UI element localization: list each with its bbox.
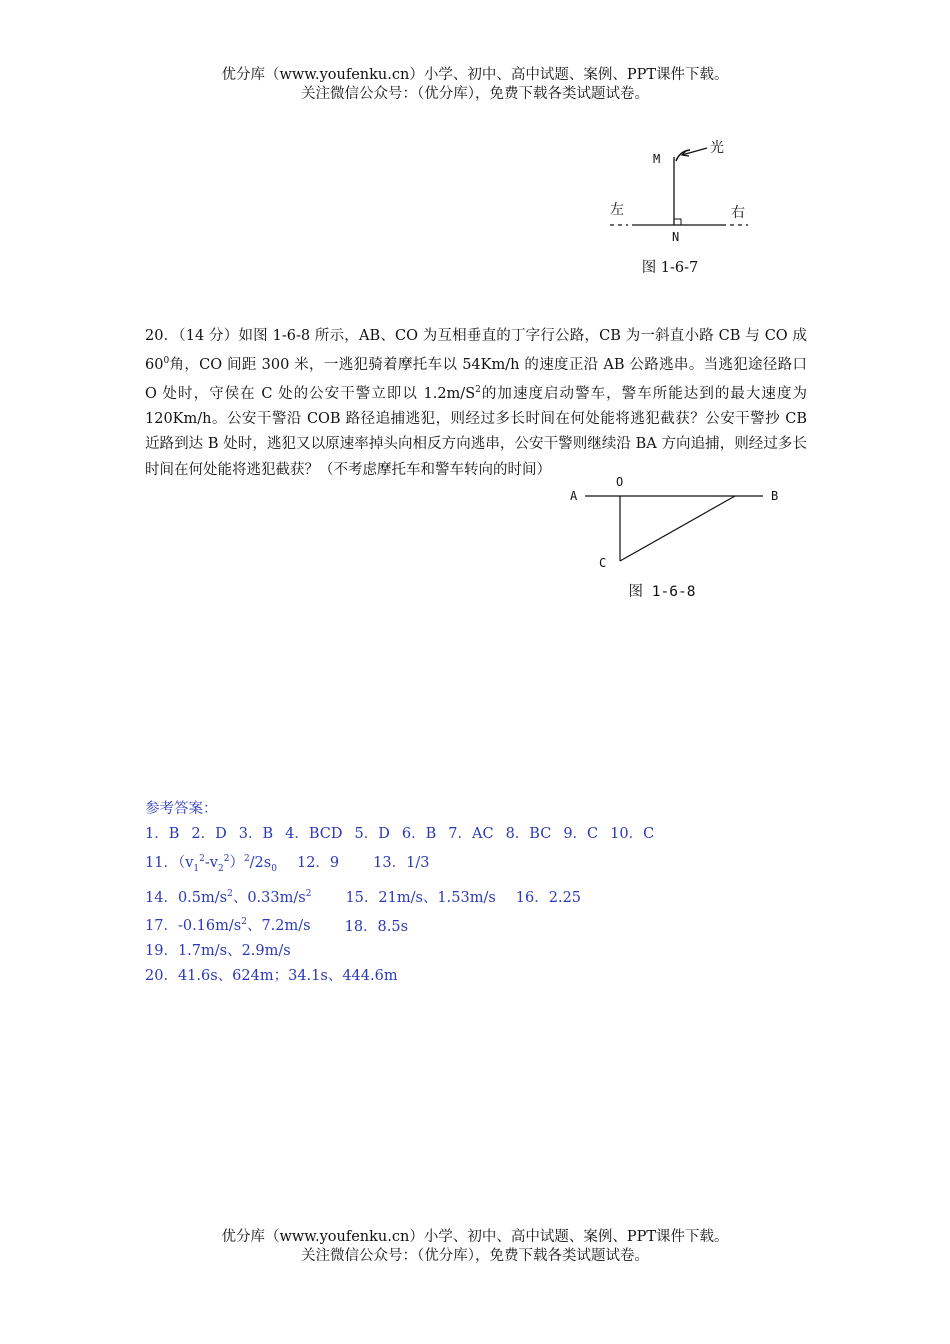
label-b: B [771, 489, 779, 503]
answer-15: 15．21m/s、1.53m/s [345, 889, 496, 906]
answers-row-2 [145, 847, 654, 882]
question-text-a: 如图 1-6-8 所示，AB、CO 为互相垂直的丁字行公路，CB 为一斜直小路 CB 与 CO 成 60 [145, 328, 808, 374]
answers-title: 参考答案： [145, 801, 218, 817]
answer-3: 3．B [238, 826, 274, 842]
answers-row-3 [145, 882, 654, 911]
answer-7: 7．AC [448, 826, 494, 842]
label-o: O [616, 475, 624, 489]
answer-10: 10．C [610, 826, 655, 842]
label-a: A [570, 489, 578, 503]
answer-8: 8．BC [505, 826, 552, 842]
answer-5: 5．D [354, 826, 390, 842]
answers-row-1 [145, 822, 654, 847]
answer-9: 9．C [563, 826, 599, 842]
header-line-1: 优分库（www.youfenku.cn）小学、初中、高中试题、案例、PPT课件下载。 [221, 67, 729, 83]
page-footer [0, 1228, 950, 1266]
question-20 [145, 324, 807, 483]
squared-sup: 2 [475, 385, 481, 396]
page-header [0, 66, 950, 104]
caption-1-6-7: 图 1-6-7 [641, 260, 699, 276]
answer-14: 14．$0.5m/s^2$、$0.33m/s^2$ [145, 888, 312, 906]
path-cb [620, 496, 735, 561]
footer-line-2: 关注微信公众号：（优分库），免费下载各类试题试卷。 [301, 1248, 649, 1264]
question-number: 20． [145, 328, 179, 344]
answer-18: 18．8.5s [344, 918, 409, 935]
answers-row-4 [145, 911, 654, 940]
degree-sup: 0 [163, 356, 170, 367]
question-text-b: 角，CO 间距 300 米，一逃犯骑着摩托车以 54Km/h 的速度正沿 AB 公路逃串。当逃犯途径路口 O 处时，守侯在 C 处的公安干警立即以 1.2m/S [145, 357, 807, 403]
answer-16: 16．2.25 [515, 889, 582, 906]
answer-19: 19．1.7m/s、2.9m/s [145, 943, 291, 960]
answer-17: 17．$-0.16m/s^2$、7.2m/s [145, 917, 311, 935]
caption-1-6-8: 图 1-6-8 [628, 584, 696, 600]
answer-1: 1．B [145, 826, 180, 842]
figure-1-6-7 [600, 133, 760, 248]
question-score: （14 分） [178, 328, 239, 344]
answer-12: 12．9 [296, 854, 340, 871]
label-n: N [672, 230, 680, 244]
answer-11: 11．$(v_1^2-v_2^2)^2/2s_0$ [145, 854, 277, 874]
footer-line-1: 优分库（www.youfenku.cn）小学、初中、高中试题、案例、PPT课件下载。 [221, 1229, 729, 1245]
right-angle-mark [674, 219, 681, 225]
header-line-2: 关注微信公众号：（优分库），免费下载各类试题试卷。 [301, 86, 649, 102]
label-left: 左 [610, 202, 624, 218]
label-light: 光 [710, 140, 724, 156]
answer-key [145, 797, 654, 989]
answer-20: 20．41.6s、624m；34.1s、444.6m [145, 968, 398, 985]
figure-1-6-8 [563, 470, 793, 575]
label-m: M [653, 152, 661, 166]
answer-6: 6．B [401, 826, 437, 842]
answer-4: 4．BCD [285, 826, 343, 842]
answer-2: 2．D [191, 826, 227, 842]
label-c: C [599, 556, 607, 570]
question-text-c: 的加速度启动警车，警车所能达到的最大速度为 120Km/h。公安干警沿 COB 路径追捕逃犯，则经过多长时间在何处能将逃犯截获？公安干警抄 CB 近路到达 B 处时，逃犯又以原速率掉头向相反方向逃串，公安干警则继续沿 BA 方向追捕，则经过多长时间在何处能将逃犯截获？（不考虑摩托车和警车转向的时间） [145, 386, 807, 478]
label-right: 右 [731, 205, 745, 221]
answer-13: 13．1/3 [373, 854, 430, 871]
